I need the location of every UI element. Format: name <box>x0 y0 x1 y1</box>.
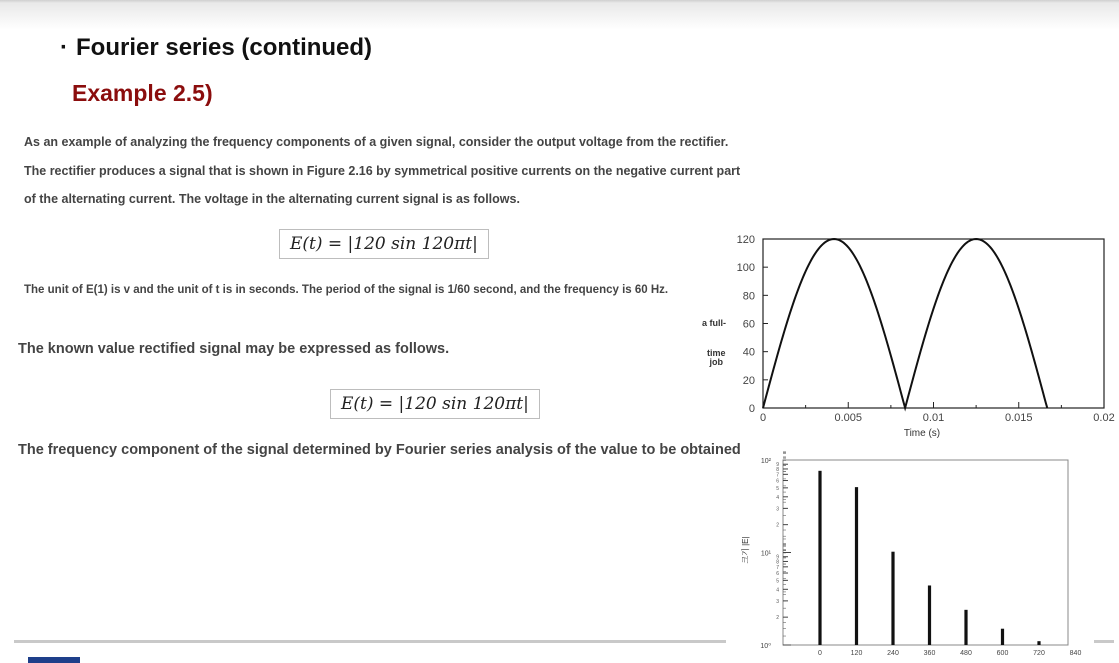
top-gradient-bar <box>0 0 1119 30</box>
bottom-divider-right <box>1094 640 1114 643</box>
spectrum-x-tick-label: 720 <box>1033 650 1045 657</box>
spectrum-bar <box>855 487 858 645</box>
spectrum-x-tick-label: 0 <box>818 650 822 657</box>
spectrum-x-tick-label: 360 <box>923 650 936 657</box>
spectrum-y-minor-label: 9 <box>776 554 779 561</box>
spectrum-x-tick-label: 600 <box>996 650 1009 657</box>
spectrum-x-tick-label: 240 <box>887 650 899 657</box>
spectrum-y-minor-label: 3 <box>776 598 779 605</box>
waveform-x-tick-label: 0.02 <box>1093 412 1115 424</box>
spectrum-y-minor-label: 6 <box>776 478 779 485</box>
equation-box-2: E(t) = |120 sin 120πt| <box>330 389 540 419</box>
equation-box-1: E(t) = |120 sin 120πt| <box>279 229 489 259</box>
waveform-y-tick-label: 60 <box>742 318 755 331</box>
spectrum-bar <box>928 585 931 645</box>
side-label-time: time <box>707 348 726 358</box>
frequency-component-heading: The frequency component of the signal determined by Fourier series analysis of the value to be obtained <box>18 442 741 458</box>
spectrum-bar <box>964 610 967 645</box>
slide-title <box>60 34 372 62</box>
rectified-signal-heading: The known value rectified signal may be expressed as follows. <box>18 341 450 357</box>
rectified-waveform-chart <box>720 225 1119 445</box>
waveform-y-tick-label: 80 <box>742 290 755 303</box>
waveform-y-tick-label: 0 <box>748 403 755 415</box>
waveform-y-tick-label: 20 <box>742 374 755 387</box>
spectrum-y-minor-label: 4 <box>776 494 779 501</box>
spectrum-y-minor-label: 5 <box>776 485 779 492</box>
waveform-plot-frame <box>763 239 1104 408</box>
frequency-spectrum-chart <box>735 450 1119 663</box>
slide-title-text: Fourier series (continued) <box>76 34 373 61</box>
bottom-divider-left <box>14 640 726 643</box>
spectrum-x-tick-label: 120 <box>850 650 863 657</box>
spectrum-y-axis-label: 크기 |E| <box>741 536 750 564</box>
spectrum-y-minor-label: 3 <box>776 506 779 513</box>
paragraph-line-2: The rectifier produces a signal that is shown in Figure 2.16 by symmetrical positive currents on the negative current part <box>24 164 741 178</box>
paragraph-line-3: of the alternating current. The voltage in the alternating current signal is as follows. <box>24 192 520 206</box>
spectrum-y-tick-label: 10² <box>760 458 771 465</box>
spectrum-y-minor-label: 6 <box>776 571 779 578</box>
spectrum-bar <box>891 552 894 645</box>
spectrum-bar <box>1001 629 1004 645</box>
spectrum-y-minor-label: 7 <box>776 564 779 571</box>
spectrum-x-tick-label: 840 <box>1069 650 1082 657</box>
side-label-job: job <box>709 357 723 367</box>
spectrum-y-minor-label: 2 <box>776 522 779 529</box>
paragraph-line-1: As an example of analyzing the frequency components of a given signal, consider the output voltage from the rectifier. <box>24 135 729 149</box>
side-label-full: a full- <box>702 318 726 328</box>
waveform-y-tick-label: 120 <box>736 234 755 246</box>
waveform-x-tick-label: 0.005 <box>834 412 863 424</box>
spectrum-y-minor-label: 9 <box>776 462 779 469</box>
waveform-y-tick-label: 100 <box>736 262 755 275</box>
footer-logo-block <box>28 657 80 663</box>
spectrum-y-minor-label: 7 <box>776 472 779 479</box>
spectrum-y-minor-label: 8 <box>776 559 779 566</box>
waveform-x-tick-label: 0.015 <box>1004 412 1033 424</box>
spectrum-x-tick-label: 480 <box>960 650 972 657</box>
bullet-marker: · <box>60 34 68 61</box>
waveform-x-axis-label: Time (s) <box>903 428 941 439</box>
waveform-y-tick-label: 40 <box>742 346 755 359</box>
spectrum-bar <box>1037 641 1040 645</box>
waveform-x-tick-label: 0 <box>759 412 767 424</box>
spectrum-y-minor-label: 8 <box>776 466 779 473</box>
waveform-x-tick-label: 0.01 <box>922 412 945 424</box>
spectrum-y-minor-label: 4 <box>776 587 779 594</box>
period-paragraph: The unit of E(1) is v and the unit of t is in seconds. The period of the signal is 1/60 second, and the frequency is 60 Hz. <box>24 284 669 296</box>
spectrum-y-tick-label: 10⁰ <box>760 643 771 650</box>
spectrum-plot-frame <box>783 460 1068 645</box>
spectrum-y-tick-label: 10¹ <box>760 550 771 558</box>
spectrum-bar <box>818 471 821 645</box>
spectrum-y-minor-label: 2 <box>776 615 779 622</box>
example-heading: Example 2.5) <box>72 80 213 106</box>
spectrum-y-minor-label: 5 <box>776 578 779 585</box>
